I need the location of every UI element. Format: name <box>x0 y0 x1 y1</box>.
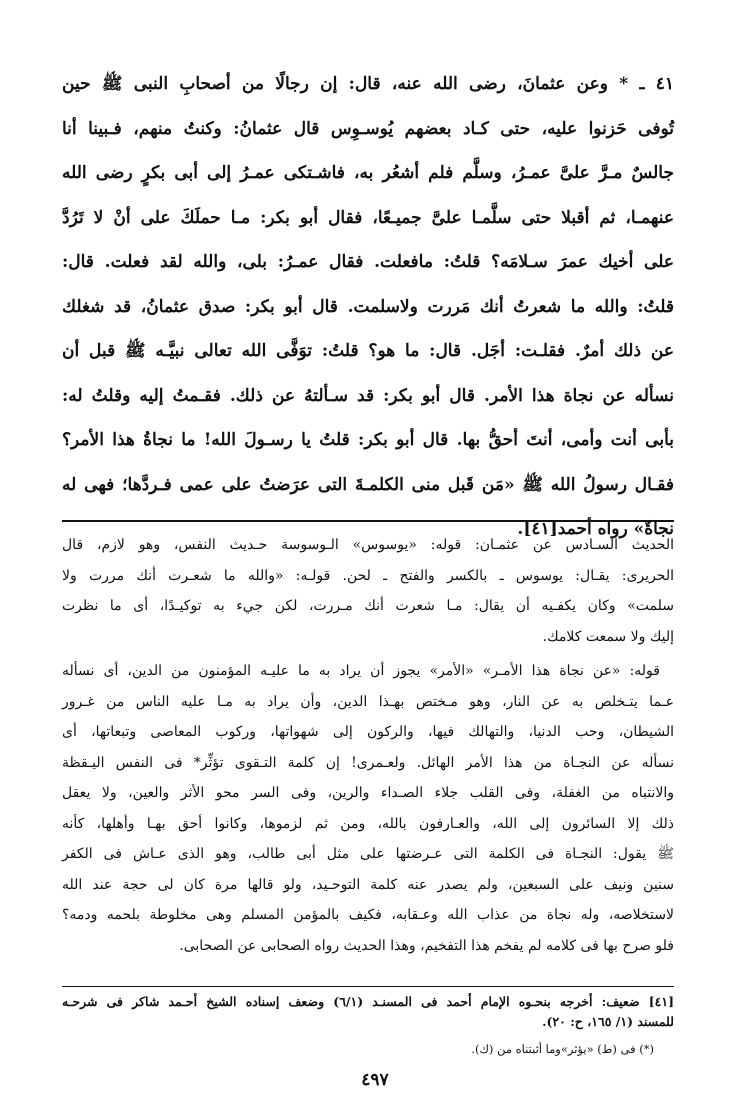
commentary-line: الحريرى: يقـال: يوسوس ـ بالكسر والفتح ـ لحن. قولـه: «والله ما شعـرت أنك مررت ولا <box>62 567 674 584</box>
commentary <box>62 530 674 961</box>
page-number: ٤٩٧ <box>361 1070 389 1090</box>
commentary-line: الشيطان، وحب الدنيا، والتهالك فيها، والركون إلى شهواتها، وركوب المعاصى وتبعاتها، أى <box>62 724 674 740</box>
footnotes <box>62 992 674 1058</box>
commentary-line: عـما يتـخلص به عن النار، وهو مـختص بهـذا الدين، وأن يراد به مـا عليه الناس من غـرور <box>62 693 674 710</box>
hadith-line: ٤١ ـ * وعن عثمانَ، رضى الله عنه، قال: إن رجالًا من أصحابِ النبى ﷺ حين <box>62 74 674 94</box>
footnote-divider <box>62 986 674 987</box>
commentary-line: ﷺ يقول: النجـاة فى الكلمة التى عـرضتها على مثل أبى طالب، وهو الذى عـاش فى الكفر <box>62 846 674 862</box>
hadith-line: نسأله عن نجاة هذا الأمر. قال أبو بكر: قد سـألتهُ عن ذلك. فقـمتُ إليه وقلتُ له: <box>62 385 674 406</box>
commentary-line: ذلك إلا السائرون إلى الله، والعـارفون بالله، ومن ثم لزموها، وكانوا أحق بهـا وأهلها، كأنه <box>62 815 674 832</box>
hadith-line: على أخيك عمرَ سـلامَه؟ قلتُ: مافعلت. فقال عمـرُ: بلى، والله لقد فعلت. قال: <box>62 252 674 272</box>
hadith-line: عن ذلك أمرٌ. فقلـت: أجَل. قال: ما هو؟ قلتُ: توَفَّى الله تعالى نبيَّـه ﷺ قبل أن <box>62 341 674 361</box>
hadith-line: فقـال رسولُ الله ﷺ «مَن قَبل منى الكلمـةَ التى عرَضتُ على عمى فـردَّها؛ فهى له <box>62 474 674 495</box>
commentary-line: إليك ولا سمعت كلامك. <box>542 628 674 645</box>
hadith-line: تُوفى حَزنوا عليه، حتى كـاد بعضهم يُوسـوِس قال عثمانُ: وكنتُ منهم، فـبينا أنا <box>62 118 674 139</box>
footnote-source-line: للمسند (١/ ١٦٥، ح: ٢٠). <box>542 1014 674 1029</box>
hadith-line: نجاةٌ» رواه أحمد[٤١]. <box>517 519 674 539</box>
commentary-line: قوله: «عن نجاة هذا الأمـر» «الأمر» يجوز أن يراد به ما عليـه المؤمنون من الدين، أى نسأله <box>62 663 660 679</box>
commentary-line: سنين ونيف على السبعين، ولم يصدر عنه كلمة التوحـيد، ولو قالها مرة كان لى حجة عند الله <box>62 876 674 893</box>
hadith-line: قلتُ: والله ما شعرتُ أنك مَررت ولاسلمت. قال أبو بكر: صدق عثمانُ، قد شغلك <box>62 296 674 317</box>
commentary-line: سلمت» وكان يكفـيه أن يقال: مـا شعرت أنك مـررت، لكن جيء به توكيـدًا، أى ما نظرت <box>62 598 674 614</box>
commentary-line: نسأله عن النجـاة من هذا الأمر الهائل. ولعـمرى! إن كلمة التـقوى تؤثِّر* فى النفس اليـقظة <box>62 754 674 771</box>
hadith-text <box>62 62 674 552</box>
commentary-line: فلو صرح بها فى كلامه لم يفخم هذا التفخيم، وهذا الحديث رواه الصحابى عن الصحابى. <box>179 937 674 954</box>
hadith-line: عنهمـا، ثم أقبلا حتى سلَّمـا علىَّ جميـعًا، فقال أبو بكر: مـا حملَكَ على أنْ لا تَرُدَّ <box>62 207 674 228</box>
commentary-line: لاستخلاصه، وله نجاة من عذاب الله وعـقابه، فكيف بالمؤمن المسلم وهى مخلوطة بلحمه ودمه؟ <box>62 907 674 923</box>
section-divider <box>62 520 674 522</box>
hadith-line: جالسٌ مـرَّ علىَّ عمـرُ، وسلَّم فلم أشعُر به، فاشـتكى عمـرُ إلى أبى بكرٍ رضى الله <box>62 163 674 183</box>
footnote-source-line: [٤١] ضعيف: أخرجه بنحـوه الإمام أحمد فى المسنـد (٦/١) وضعف إسناده الشيخ أحـمد شاكر فى شرحـه <box>62 994 674 1009</box>
hadith-line: بأبى أنت وأمى، أنتَ أحقُّ بها. قال أبو بكر: قلتُ يا رسـولَ الله! ما نجاةُ هذا الأمر؟ <box>62 430 674 450</box>
commentary-line: الحديث السـادس عن عثمـان: قوله: «يوسوس» الـوسوسة حـديث النفس، وهو لازم، قال <box>62 537 674 553</box>
commentary-line: والانتباه من الغفلة، وفى القلب جلاء الصـداء والرين، وفى السر محو الأثر والعين، ولا يعقل <box>62 785 675 801</box>
footnote-variant: (*) فى (ط) «يؤثر»وما أثبتناه من (ك). <box>471 1042 654 1056</box>
